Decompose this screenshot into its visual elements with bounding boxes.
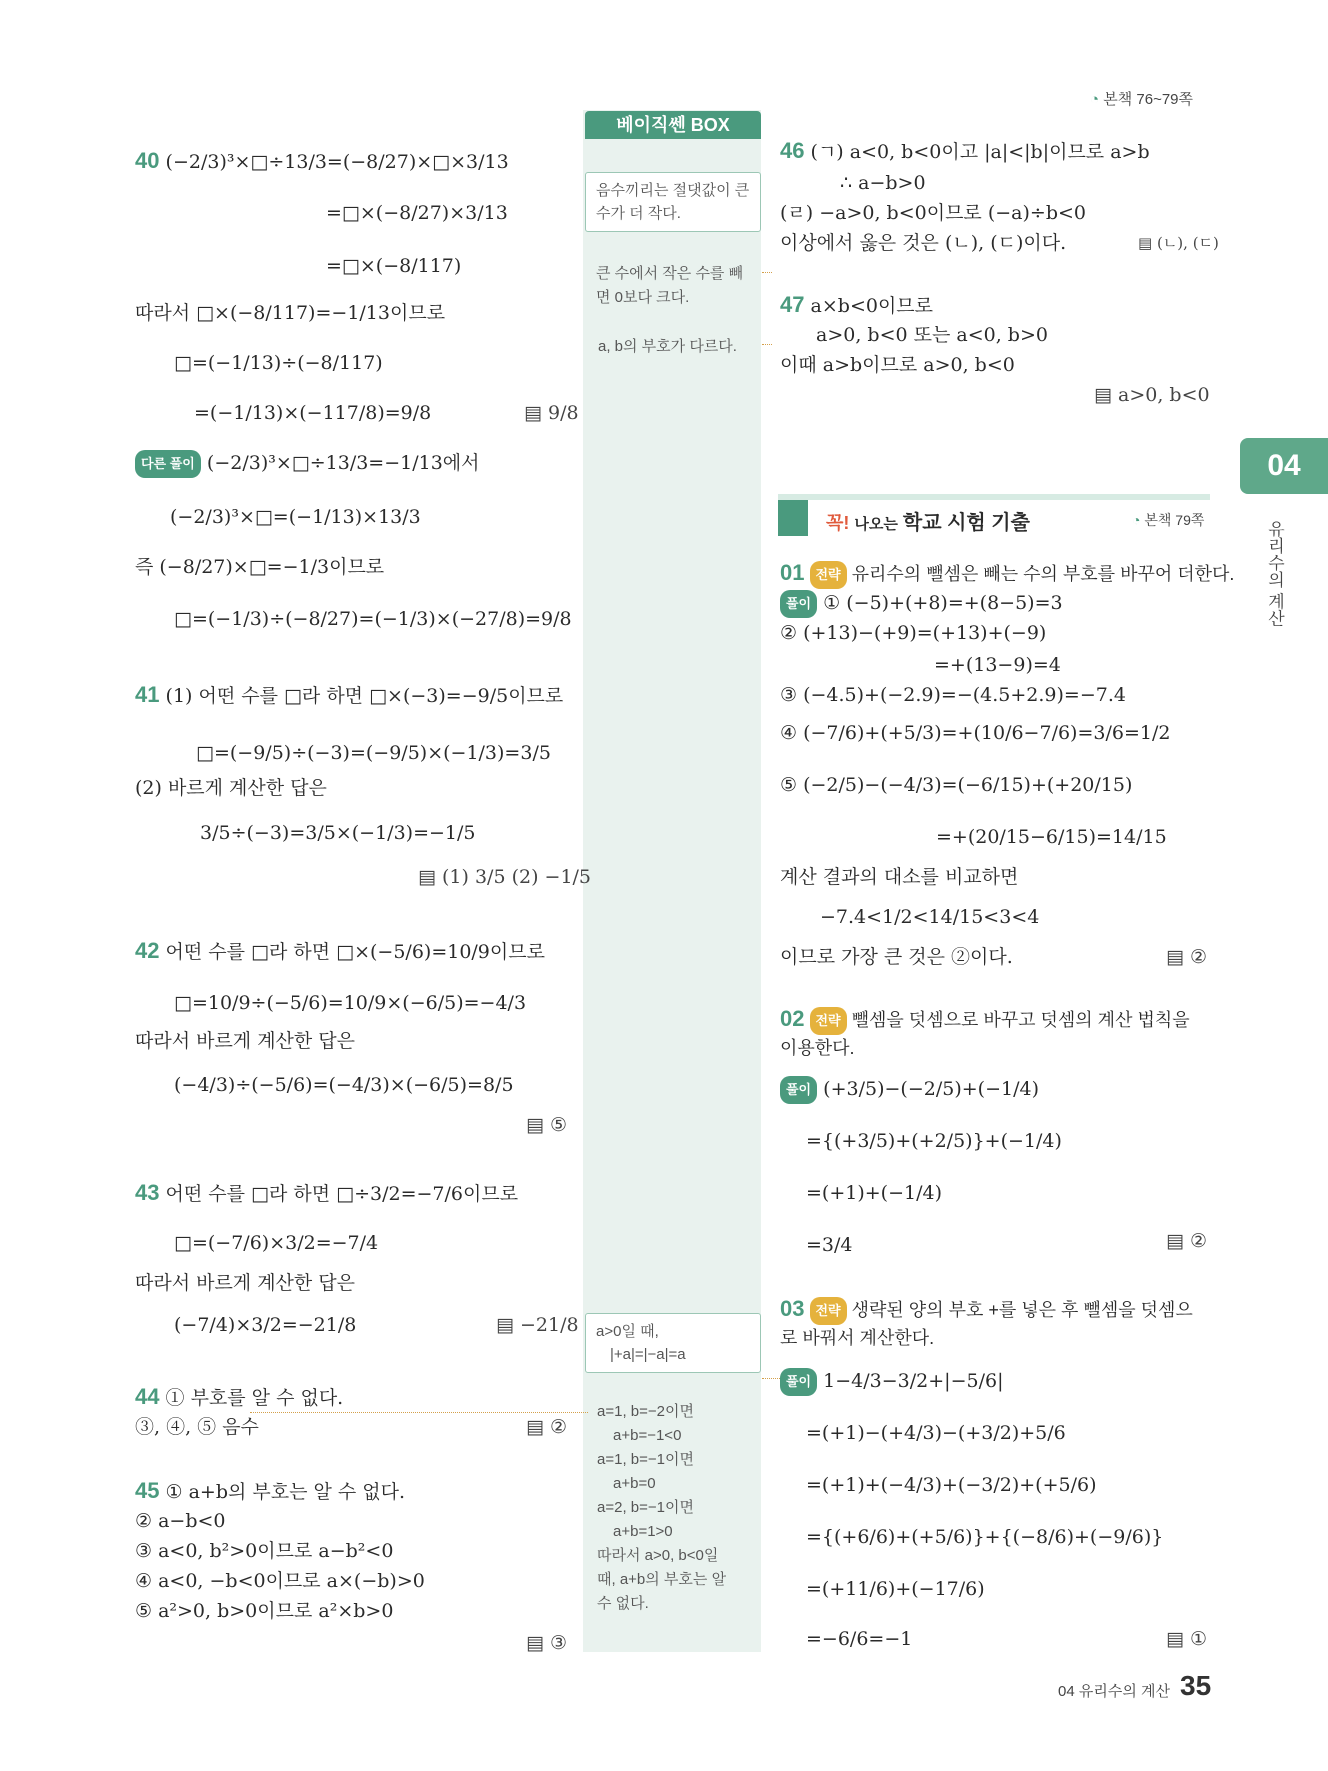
math-line: ={(+3/5)+(+2/5)}+(−1/4) — [806, 1130, 1062, 1152]
note-abs-value — [585, 1313, 761, 1373]
page-reference: ◔ 본책 76~79쪽 — [1090, 91, 1194, 108]
answer-value: (1) 3/5 (2) −1/5 — [442, 866, 592, 888]
answer-value: ① — [1190, 1628, 1208, 1650]
math-line: =+(20/15−6/15)=14/15 — [936, 826, 1167, 848]
math-line: (ㄱ) a<0, b<0이고 |a|<|b|이므로 a>b — [810, 141, 1150, 163]
math-line: =(+11/6)+(−17/6) — [806, 1578, 985, 1600]
math-line: ={(+6/6)+(+5/6)}+{(−8/6)+(−9/6)} — [806, 1526, 1164, 1548]
math-line: ② a−b<0 — [135, 1510, 226, 1532]
strategy-text: 생략된 양의 부호 +를 넣은 후 뺄셈을 덧셈으로 바꿔서 계산한다. — [780, 1300, 1193, 1349]
answer-value: ② — [550, 1416, 568, 1438]
note-line: 따라서 a>0, b<0일 — [597, 1547, 719, 1564]
alt-solution-tag: 다른 풀이 — [135, 450, 201, 478]
problem-43-line — [135, 1180, 518, 1207]
answer-47 — [1094, 382, 1210, 408]
note-line: a=1, b=−1이면 — [597, 1451, 694, 1468]
math-line: □=(−1/3)÷(−8/27)=(−1/3)×(−27/8)=9/8 — [174, 608, 572, 630]
math-line: (−2/3)³×□÷13/3=(−8/27)×□×3/13 — [165, 151, 509, 173]
math-line: (−2/3)³×□=(−1/13)×13/3 — [170, 506, 421, 528]
problem-42-line — [135, 938, 545, 965]
math-line: =3/4 — [806, 1234, 853, 1256]
q01-sol-line — [780, 590, 1063, 618]
problem-40-line — [135, 148, 509, 175]
math-line: (ㄹ) −a>0, b<0이므로 (−a)÷b<0 — [780, 202, 1086, 224]
answer-icon: ▤ — [526, 1114, 544, 1136]
math-line: □=(−1/13)÷(−8/117) — [174, 352, 383, 374]
math-line: =(+1)−(+4/3)−(+3/2)+5/6 — [806, 1422, 1066, 1444]
problem-number: 01 — [780, 560, 805, 585]
note-sign-differ: a, b의 부호가 다르다. — [598, 338, 737, 355]
answer-icon: ▤ — [524, 402, 542, 424]
math-line: ② (+13)−(+9)=(+13)+(−9) — [780, 622, 1047, 644]
answer-q03 — [1166, 1626, 1207, 1652]
problem-41-line — [135, 682, 563, 709]
math-line: 3/5÷(−3)=3/5×(−1/3)=−1/5 — [200, 822, 476, 844]
note-line: a=2, b=−1이면 — [597, 1499, 694, 1516]
problem-number: 03 — [780, 1296, 805, 1321]
math-line: (−4/3)÷(−5/6)=(−4/3)×(−6/5)=8/5 — [174, 1074, 514, 1096]
answer-42 — [526, 1112, 567, 1138]
note-line: |+a|=|−a|=a — [610, 1346, 686, 1363]
problem-number: 46 — [780, 138, 805, 163]
math-line: (+3/5)−(−2/5)+(−1/4) — [823, 1078, 1039, 1100]
strategy-tag: 전략 — [810, 1007, 847, 1035]
chapter-name-vertical: 유리수의 계산 — [1265, 520, 1284, 627]
section-ref: ◔ 본책 79쪽 — [1132, 512, 1205, 528]
footer-label: 04 유리수의 계산 — [1058, 1683, 1170, 1700]
math-line: ① a+b의 부호는 알 수 없다. — [165, 1481, 406, 1503]
solution-tag: 풀이 — [780, 590, 817, 618]
problem-45-line — [135, 1478, 405, 1505]
problem-47-line — [780, 292, 933, 319]
problem-number: 47 — [780, 292, 805, 317]
math-line: (−2/3)³×□÷13/3=−1/13에서 — [206, 452, 480, 474]
note-negative-abs: 음수끼리는 절댓값이 큰 수가 더 작다. — [585, 172, 761, 232]
book-icon: ◔ — [1090, 91, 1100, 108]
connector — [762, 272, 772, 273]
problem-number: 40 — [135, 148, 160, 173]
answer-43 — [496, 1312, 579, 1338]
math-line: =(+1)+(−1/4) — [806, 1182, 942, 1204]
answer-q02 — [1166, 1228, 1207, 1254]
answer-value: ② — [1190, 1230, 1208, 1252]
q01-strategy — [780, 560, 1234, 589]
answer-40 — [524, 400, 579, 426]
answer-icon: ▤ — [418, 866, 436, 888]
section-mid: 나오는 — [854, 516, 898, 533]
answer-icon: ▤ — [1166, 1628, 1184, 1650]
math-line: 따라서 바르게 계산한 답은 — [135, 1272, 356, 1294]
section-bar — [778, 500, 808, 536]
answer-44 — [526, 1414, 567, 1440]
strategy-tag: 전략 — [810, 561, 847, 589]
strategy-text: 뺄셈을 덧셈으로 바꾸고 덧셈의 계산 법칙을 이용한다. — [780, 1010, 1190, 1059]
math-line: 즉 (−8/27)×□=−1/3이므로 — [135, 556, 385, 578]
answer-icon: ▤ — [526, 1416, 544, 1438]
math-line: 이므로 가장 큰 것은 ②이다. — [780, 946, 1013, 968]
math-line: 어떤 수를 □라 하면 □×(−5/6)=10/9이므로 — [165, 941, 545, 963]
math-line: (−7/4)×3/2=−21/8 — [174, 1314, 357, 1336]
math-line: □=(−7/6)×3/2=−7/4 — [174, 1232, 379, 1254]
math-line: a>0, b<0 또는 a<0, b>0 — [816, 324, 1048, 346]
answer-45 — [526, 1630, 567, 1656]
note-line: a+b=0 — [613, 1475, 656, 1492]
math-line: ⑤ a²>0, b>0이므로 a²×b>0 — [135, 1600, 394, 1622]
answer-41 — [418, 864, 591, 890]
math-line: 이상에서 옳은 것은 (ㄴ), (ㄷ)이다. — [780, 232, 1067, 254]
answer-value: −21/8 — [520, 1314, 579, 1336]
math-line: ③, ④, ⑤ 음수 — [135, 1416, 259, 1438]
answer-value: ③ — [550, 1632, 568, 1654]
q02-sol-line — [780, 1076, 1039, 1104]
note-line: a>0일 때, — [596, 1323, 659, 1340]
note-line: 때, a+b의 부호는 알 — [597, 1571, 727, 1588]
answer-icon: ▤ — [1094, 384, 1112, 406]
book-icon: ◔ — [1132, 512, 1141, 528]
note-line: a+b=−1<0 — [613, 1427, 682, 1444]
answer-icon: ▤ — [1166, 1230, 1184, 1252]
math-line: ③ (−4.5)+(−2.9)=−(4.5+2.9)=−7.4 — [780, 684, 1126, 706]
answer-icon: ▤ — [496, 1314, 514, 1336]
math-line: ③ a<0, b²>0이므로 a−b²<0 — [135, 1540, 394, 1562]
alt-solution-line — [135, 450, 480, 478]
math-line: a×b<0이므로 — [810, 295, 934, 317]
answer-value: ⑤ — [550, 1114, 568, 1136]
problem-number: 41 — [135, 682, 160, 707]
answer-value: a>0, b<0 — [1118, 384, 1210, 406]
solution-tag: 풀이 — [780, 1368, 817, 1396]
math-line: 계산 결과의 대소를 비교하면 — [780, 866, 1019, 888]
math-line: (1) 어떤 수를 □라 하면 □×(−3)=−9/5이므로 — [165, 685, 564, 707]
math-line: ① 부호를 알 수 없다. — [165, 1387, 344, 1409]
math-line: =(−1/13)×(−117/8)=9/8 — [194, 402, 432, 424]
note-subtract: 큰 수에서 작은 수를 빼면 0보다 크다. — [596, 265, 744, 306]
problem-number: 45 — [135, 1478, 160, 1503]
math-line: ④ a<0, −b<0이므로 a×(−b)>0 — [135, 1570, 425, 1592]
answer-46 — [1138, 230, 1219, 256]
answer-icon: ▤ — [1138, 234, 1153, 252]
section-title — [826, 506, 1030, 535]
math-line: ⑤ (−2/5)−(−4/3)=(−6/15)+(+20/15) — [780, 774, 1133, 796]
connector — [762, 344, 772, 345]
math-line: =□×(−8/27)×3/13 — [326, 202, 508, 224]
answer-value: (ㄴ), (ㄷ) — [1156, 234, 1219, 252]
q03-sol-line — [780, 1368, 1003, 1396]
math-line: =−6/6=−1 — [806, 1628, 913, 1650]
math-line: ① (−5)+(+8)=+(8−5)=3 — [823, 592, 1063, 614]
section-pre: 꼭! — [826, 513, 850, 533]
page-number: 35 — [1180, 1670, 1212, 1701]
math-line: 1−4/3−3/2+|−5/6| — [823, 1370, 1004, 1392]
math-line: 이때 a>b이므로 a>0, b<0 — [780, 354, 1015, 376]
answer-value: ② — [1190, 946, 1208, 968]
math-line: □=(−9/5)÷(−3)=(−9/5)×(−1/3)=3/5 — [196, 742, 551, 764]
problem-number: 42 — [135, 938, 160, 963]
math-line: =+(13−9)=4 — [934, 654, 1061, 676]
math-line: −7.4<1/2<14/15<3<4 — [820, 906, 1040, 928]
strategy-tag: 전략 — [810, 1297, 847, 1325]
strategy-text: 유리수의 뺄셈은 빼는 수의 부호를 바꾸어 더한다. — [851, 564, 1235, 584]
answer-q01 — [1166, 944, 1207, 970]
answer-icon: ▤ — [526, 1632, 544, 1654]
problem-44-line — [135, 1384, 343, 1411]
problem-number: 44 — [135, 1384, 160, 1409]
connector — [762, 1378, 782, 1379]
math-line: □=10/9÷(−5/6)=10/9×(−6/5)=−4/3 — [174, 992, 527, 1014]
solution-tag: 풀이 — [780, 1076, 817, 1104]
connector — [250, 1412, 588, 1413]
note-line: a=1, b=−2이면 — [597, 1403, 694, 1420]
q02-strategy — [780, 1006, 1210, 1061]
math-line: ④ (−7/6)+(+5/3)=+(10/6−7/6)=3/6=1/2 — [780, 722, 1171, 744]
math-line: =□×(−8/117) — [326, 255, 462, 277]
note-examples — [597, 1400, 757, 1616]
chapter-tab: 04 — [1240, 438, 1328, 494]
math-line: =(+1)+(−4/3)+(−3/2)+(+5/6) — [806, 1474, 1097, 1496]
problem-46-line — [780, 138, 1150, 165]
math-line: (2) 바르게 계산한 답은 — [135, 777, 327, 799]
note-line: a+b=1>0 — [613, 1523, 673, 1540]
answer-value: 9/8 — [548, 402, 579, 424]
math-line: 따라서 □×(−8/117)=−1/13이므로 — [135, 302, 446, 324]
answer-icon: ▤ — [1166, 946, 1184, 968]
math-line: ∴ a−b>0 — [840, 172, 926, 194]
basic-box-title: 베이직쎈 BOX — [585, 111, 761, 139]
problem-number: 02 — [780, 1006, 805, 1031]
math-line: 따라서 바르게 계산한 답은 — [135, 1030, 356, 1052]
math-line: 어떤 수를 □라 하면 □÷3/2=−7/6이므로 — [165, 1183, 519, 1205]
note-line: 수 없다. — [597, 1595, 649, 1612]
section-main: 학교 시험 기출 — [902, 512, 1030, 534]
q03-strategy — [780, 1296, 1210, 1351]
problem-number: 43 — [135, 1180, 160, 1205]
